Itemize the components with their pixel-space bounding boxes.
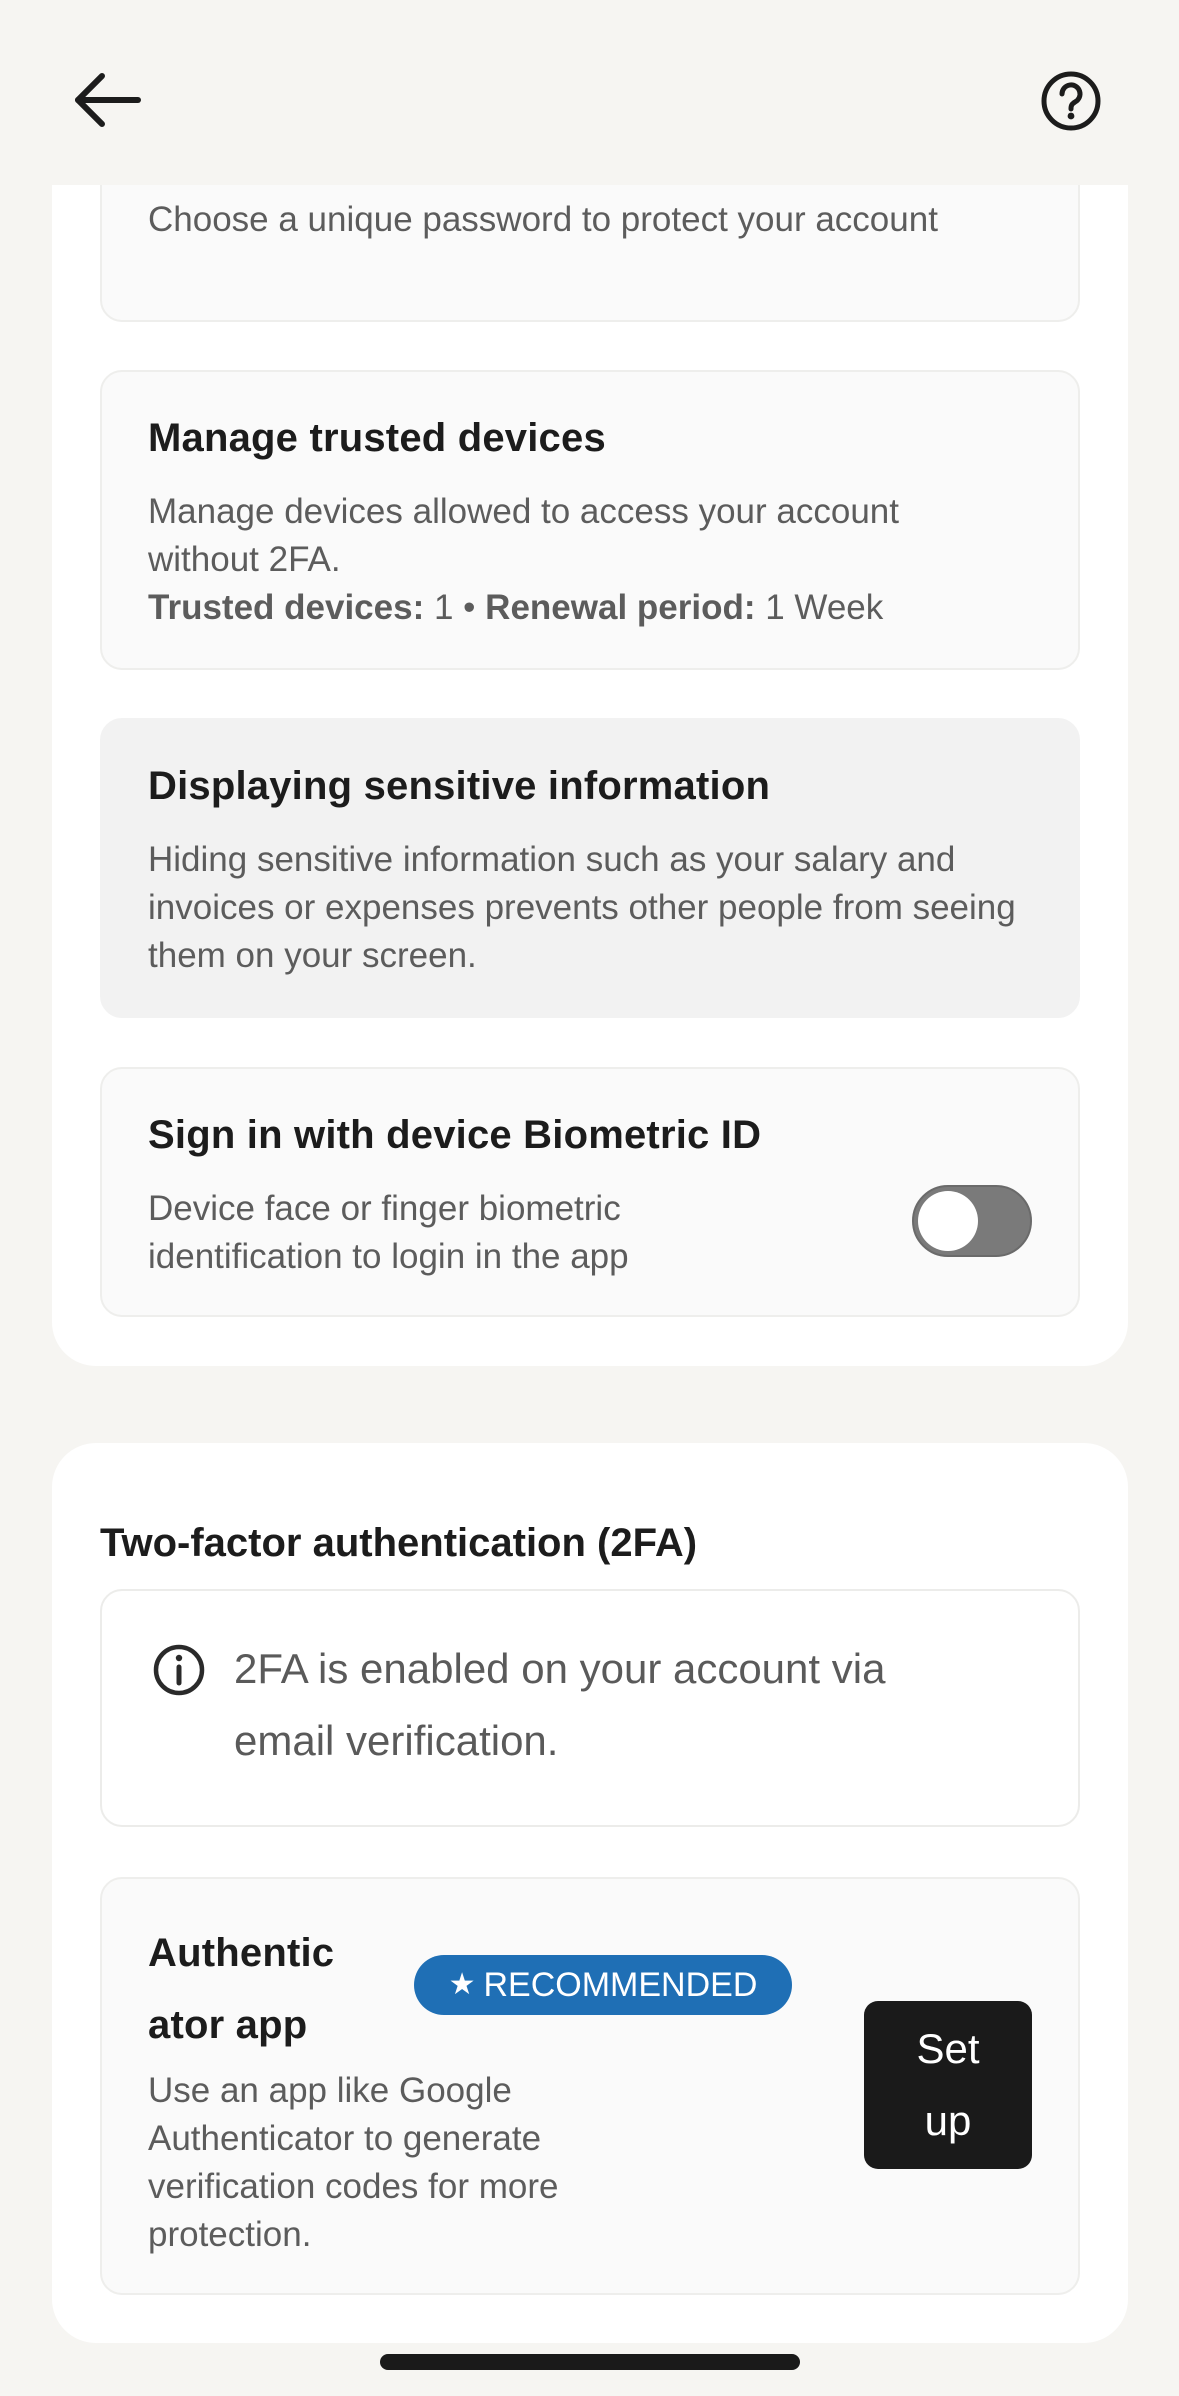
home-indicator [380, 2354, 800, 2370]
biometric-description: Device face or finger biometric identification to login in the app [148, 1189, 629, 1276]
trusted-devices-count: 1 [433, 588, 454, 627]
biometric-toggle[interactable] [912, 1185, 1032, 1257]
help-icon[interactable] [1040, 70, 1102, 132]
top-bar [0, 0, 1179, 185]
info-icon [152, 1643, 206, 1697]
renewal-period-label: Renewal period: [485, 588, 756, 627]
toggle-knob [918, 1191, 978, 1251]
sensitive-info-description: Hiding sensitive information such as your salary and invoices or expenses prevents other people from seeing them on your screen. [148, 840, 1016, 975]
authenticator-title-line2: ator app [148, 2003, 308, 2047]
two-factor-info-card [100, 1589, 1080, 1827]
sensitive-info-title: Displaying sensitive information [148, 764, 771, 808]
trusted-devices-card[interactable] [100, 370, 1080, 670]
authenticator-title-line1: Authentic [148, 1931, 335, 1975]
setup-button-line1: Set [916, 2025, 980, 2072]
back-arrow-icon[interactable] [74, 70, 142, 130]
recommended-badge-label: RECOMMENDED [483, 1966, 758, 2004]
biometric-card [100, 1067, 1080, 1317]
two-factor-panel [52, 1443, 1128, 2343]
trusted-devices-description: Manage devices allowed to access your account without 2FA. [148, 492, 899, 579]
trusted-devices-meta [148, 584, 1048, 632]
trusted-devices-title: Manage trusted devices [148, 416, 606, 460]
biometric-title: Sign in with device Biometric ID [148, 1113, 762, 1157]
recommended-badge [414, 1955, 792, 2015]
two-factor-title: Two-factor authentication (2FA) [100, 1521, 698, 1565]
renewal-period-value: 1 Week [765, 588, 884, 627]
setup-button-line2: up [924, 2097, 972, 2144]
meta-separator: • [463, 588, 476, 627]
setup-button[interactable] [864, 2001, 1032, 2169]
trusted-devices-count-label: Trusted devices: [148, 588, 425, 627]
authenticator-description: Use an app like Google Authenticator to generate verification codes for more protection. [148, 2071, 559, 2254]
change-password-description: Choose a unique password to protect your account [148, 200, 938, 239]
security-panel [52, 150, 1128, 1366]
star-icon: ★ [448, 1968, 476, 2001]
two-factor-info-text: 2FA is enabled on your account via email verification. [234, 1645, 886, 1764]
sensitive-info-card[interactable] [100, 718, 1080, 1018]
authenticator-title [148, 1917, 334, 2061]
authenticator-app-card [100, 1877, 1080, 2295]
